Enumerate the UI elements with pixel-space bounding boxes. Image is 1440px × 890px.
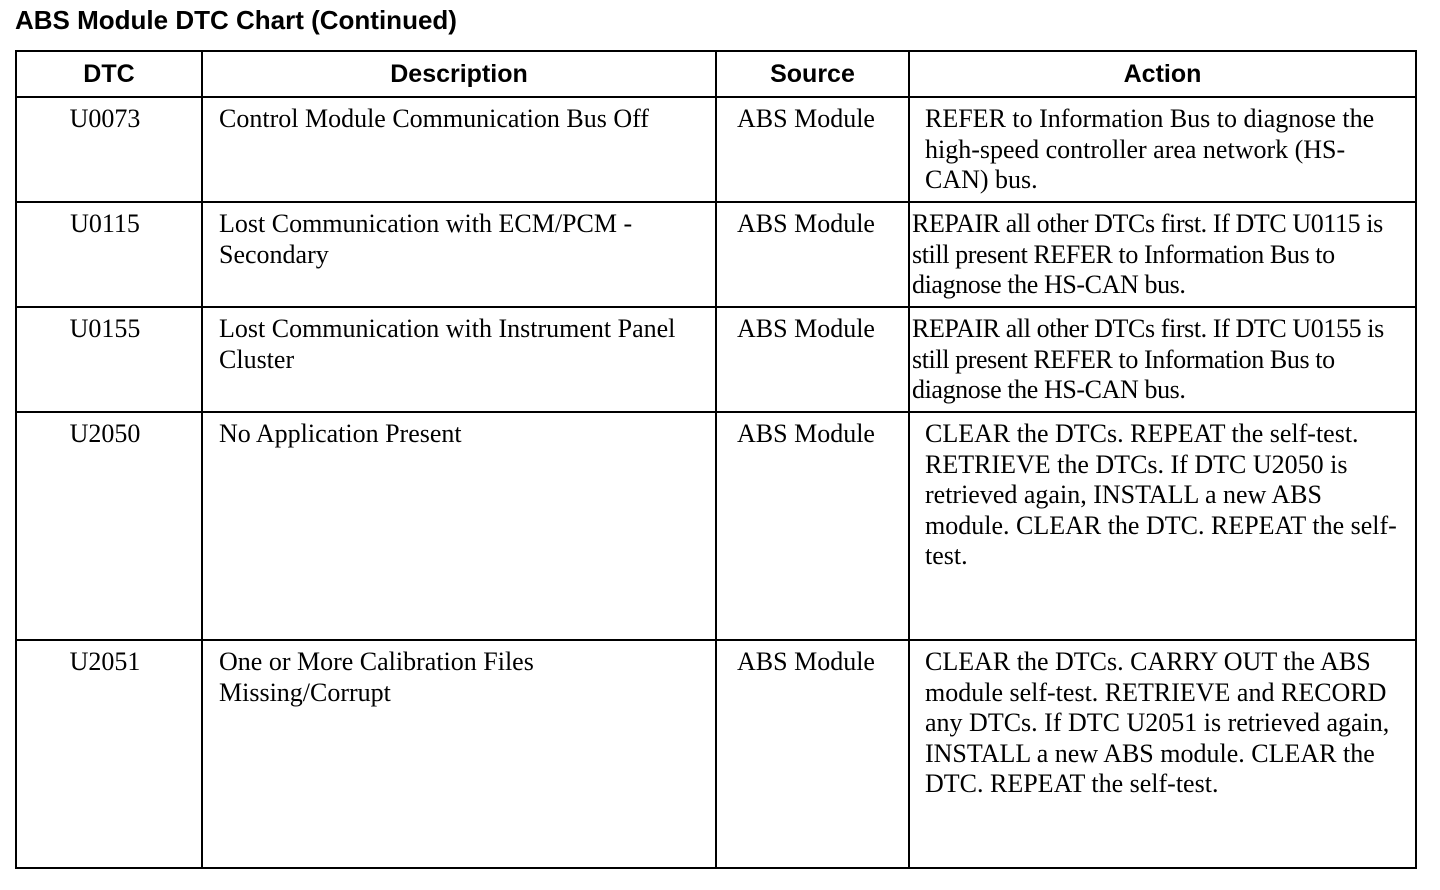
column-header-action: Action	[909, 51, 1416, 97]
description-cell	[202, 412, 716, 640]
action-cell	[909, 307, 1416, 412]
dtc-action: CLEAR the DTCs. CARRY OUT the ABS module self-test. RETRIEVE and RECORD any DTCs. If DTC U2051 is retrieved again, INSTALL a new ABS module. CLEAR the DTC. REPEAT the self-test.	[925, 647, 1390, 798]
table-row	[16, 640, 1416, 868]
dtc-source: ABS Module	[737, 104, 875, 133]
dtc-action: REPAIR all other DTCs first. If DTC U0115 is still present REFER to Information Bus to diagnose the HS-CAN bus.	[912, 209, 1383, 299]
column-header-dtc: DTC	[16, 51, 202, 97]
column-header-description: Description	[202, 51, 716, 97]
dtc-action: REFER to Information Bus to diagnose the high-speed controller area network (HS-CAN) bus.	[925, 104, 1375, 194]
source-cell	[716, 412, 909, 640]
table-header-row	[16, 51, 1416, 97]
dtc-code: U2050	[69, 419, 141, 448]
dtc-description: One or More Calibration Files Missing/Corrupt	[219, 647, 534, 707]
dtc-description: No Application Present	[219, 419, 462, 448]
column-header-source: Source	[716, 51, 909, 97]
dtc-source: ABS Module	[737, 647, 875, 676]
dtc-code: U2051	[69, 647, 141, 676]
source-cell	[716, 97, 909, 202]
dtc-action: REPAIR all other DTCs first. If DTC U0155 is still present REFER to Information Bus to diagnose the HS-CAN bus.	[912, 314, 1384, 404]
description-cell	[202, 202, 716, 307]
table-row	[16, 307, 1416, 412]
dtc-source: ABS Module	[737, 314, 875, 343]
dtc-cell	[16, 640, 202, 868]
dtc-action: CLEAR the DTCs. REPEAT the self-test. RETRIEVE the DTCs. If DTC U2050 is retrieved again, INSTALL a new ABS module. CLEAR the DTC. REPEAT the self-test.	[925, 419, 1397, 570]
action-cell	[909, 640, 1416, 868]
action-cell	[909, 412, 1416, 640]
dtc-code: U0115	[70, 209, 140, 238]
chart-title: ABS Module DTC Chart (Continued)	[15, 5, 457, 35]
source-cell	[716, 307, 909, 412]
dtc-code: U0073	[69, 104, 141, 133]
description-cell	[202, 307, 716, 412]
dtc-description: Control Module Communication Bus Off	[219, 104, 649, 133]
table-row	[16, 97, 1416, 202]
dtc-description: Lost Communication with Instrument Panel Cluster	[219, 314, 676, 374]
source-cell	[716, 640, 909, 868]
dtc-code: U0155	[69, 314, 141, 343]
dtc-source: ABS Module	[737, 209, 875, 238]
table-row	[16, 412, 1416, 640]
action-cell	[909, 97, 1416, 202]
dtc-cell	[16, 412, 202, 640]
dtc-table	[15, 50, 1417, 869]
dtc-source: ABS Module	[737, 419, 875, 448]
dtc-cell	[16, 202, 202, 307]
description-cell	[202, 640, 716, 868]
dtc-cell	[16, 307, 202, 412]
description-cell	[202, 97, 716, 202]
action-cell	[909, 202, 1416, 307]
dtc-cell	[16, 97, 202, 202]
dtc-description: Lost Communication with ECM/PCM - Secondary	[219, 209, 633, 269]
table-row	[16, 202, 1416, 307]
source-cell	[716, 202, 909, 307]
